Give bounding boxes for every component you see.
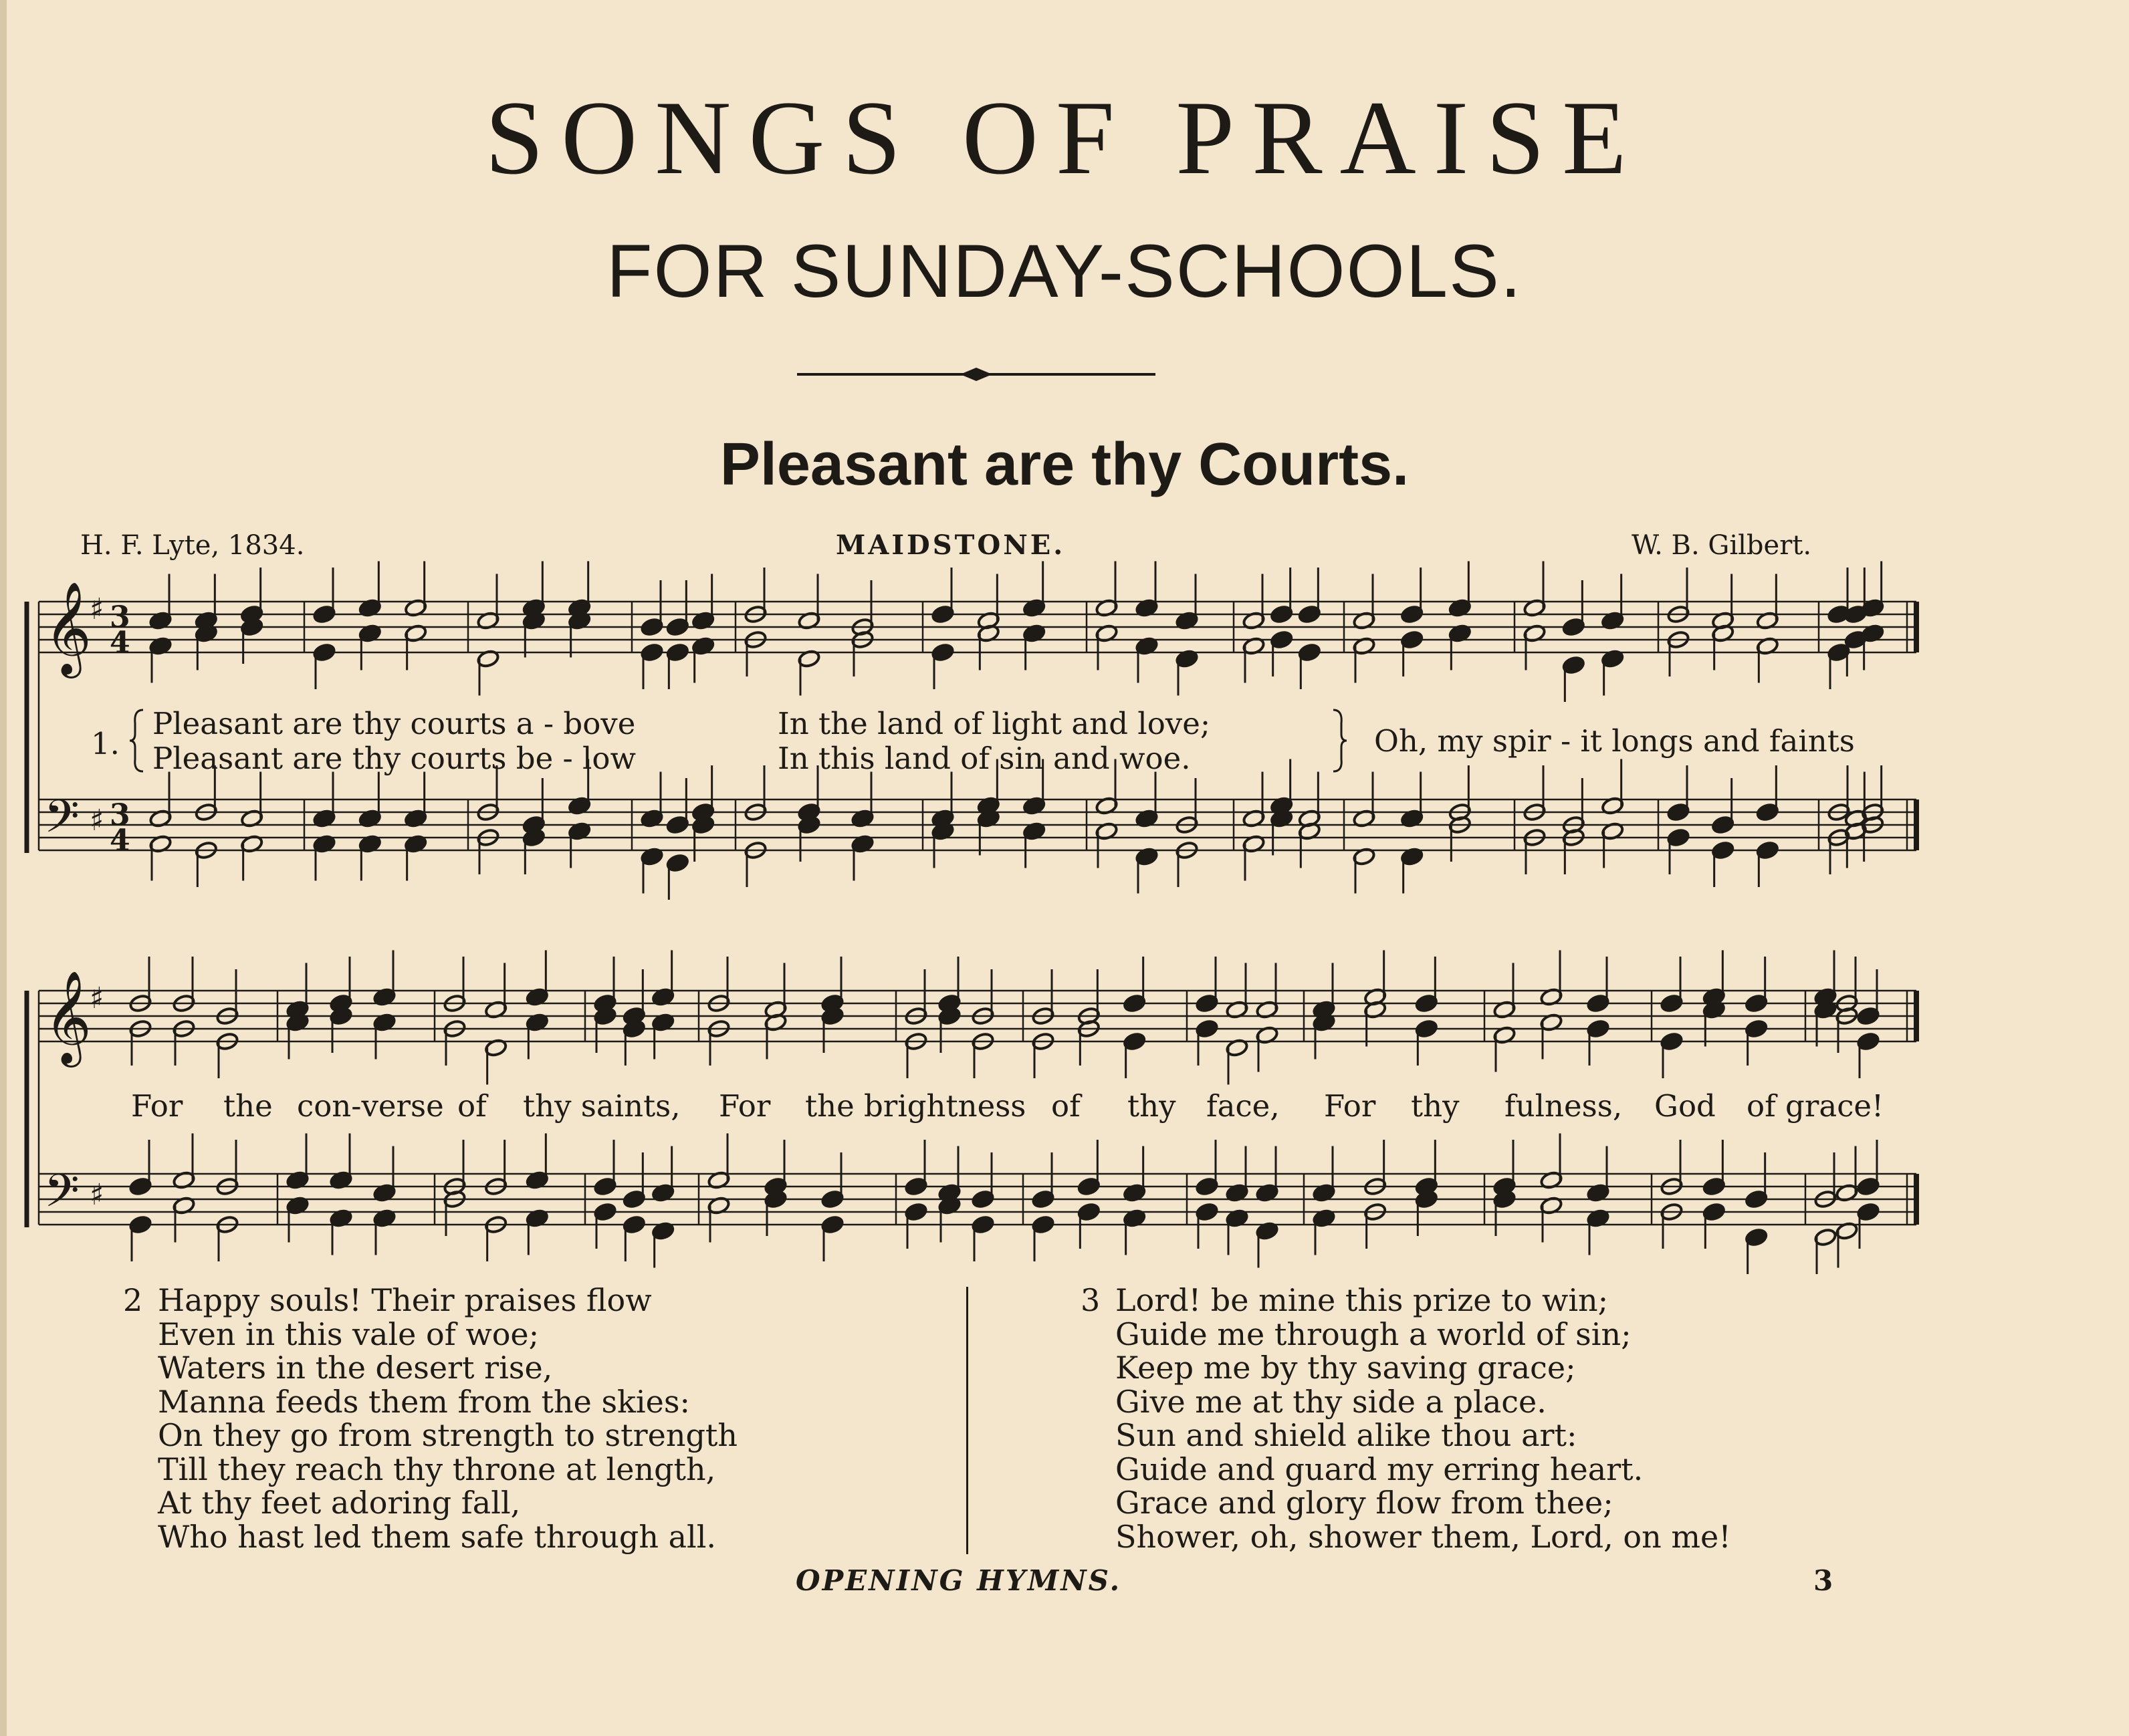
sharp-icon: ♯ (90, 981, 104, 1015)
bass-clef-icon: 𝄢 (44, 1165, 80, 1229)
hymn-composer: W. B. Gilbert. (1632, 530, 1812, 561)
time-signature: 4 (110, 626, 130, 660)
lyric-word: the brightness (805, 1088, 1026, 1124)
stanza-3 (1081, 1282, 1731, 1555)
stanza-line: Shower, oh, shower them, Lord, on me! (1115, 1518, 1731, 1555)
stanza-line: Keep me by thy saving grace; (1115, 1350, 1576, 1386)
lyric-line-2a: Pleasant are thy courts be - low (152, 741, 637, 776)
stanza-line: Give me at thy side a place. (1115, 1383, 1547, 1420)
lyric-word: con-verse (297, 1088, 444, 1124)
stanza-line: At thy feet adoring fall, (158, 1485, 521, 1521)
sharp-icon: ♯ (90, 803, 104, 838)
lyric-line-2b: In this land of sin and woe. (778, 741, 1191, 776)
lyric-word: thy (1411, 1088, 1460, 1124)
lyric-word: For (1324, 1088, 1376, 1124)
tune-name: MAIDSTONE. (836, 529, 1066, 561)
stanza-line: Till they reach thy throne at length, (158, 1451, 716, 1487)
stanza-line: Waters in the desert rise, (158, 1350, 553, 1386)
treble-clef-icon: 𝄞 (44, 971, 92, 1064)
stanza-number: 3 (1081, 1282, 1101, 1318)
lyric-word: of (1051, 1088, 1081, 1124)
hymn-author: H. F. Lyte, 1834. (80, 530, 305, 561)
time-signature: 3 (110, 600, 130, 634)
lyric-word: the (223, 1088, 273, 1124)
stanza-line: Grace and glory flow from thee; (1115, 1485, 1613, 1521)
lyric-word: of grace! (1747, 1088, 1884, 1124)
lyric-line-1a: Pleasant are thy courts a - bove (152, 706, 636, 741)
lyric-word: For (719, 1088, 771, 1124)
stanza-line: Lord! be mine this prize to win; (1115, 1282, 1609, 1318)
stanza-line: Manna feeds them from the skies: (158, 1383, 690, 1420)
book-subtitle: FOR SUNDAY-SCHOOLS. (606, 229, 1523, 313)
stanza-divider (966, 1287, 968, 1554)
stanza-line: Sun and shield alike thou art: (1115, 1417, 1577, 1453)
lyric-word: God (1654, 1088, 1716, 1124)
stanza-2 (123, 1282, 738, 1555)
lyric-word: thy (1127, 1088, 1176, 1124)
lyric-word: face, (1206, 1088, 1280, 1124)
lyric-refrain: Oh, my spir - it longs and faints (1374, 723, 1855, 759)
lyric-word: thy saints, (523, 1088, 681, 1124)
treble-clef-icon: 𝄞 (44, 582, 92, 674)
time-signature: 4 (110, 824, 130, 858)
sharp-icon: ♯ (90, 592, 104, 626)
lyric-word: For (131, 1088, 183, 1124)
stanza-line: Who hast led them safe through all. (158, 1518, 717, 1555)
lyric-brace-right (1329, 707, 1349, 774)
verse-number: 1. (91, 726, 120, 761)
lyric-word: fulness, (1504, 1088, 1623, 1124)
stanza-line: On they go from strength to strength (158, 1417, 738, 1453)
hymn-title: Pleasant are thy Courts. (719, 431, 1410, 498)
bass-clef-icon: 𝄢 (44, 791, 80, 854)
stanza-line: Guide and guard my erring heart. (1115, 1451, 1644, 1487)
lyric-line-1b: In the land of light and love; (778, 706, 1211, 741)
book-title: SONGS OF PRAISE (485, 80, 1644, 197)
sharp-icon: ♯ (90, 1178, 104, 1212)
lyric-brace-left (127, 707, 147, 774)
stanza-line: Even in this vale of woe; (158, 1316, 540, 1352)
lyric-word: of (457, 1088, 487, 1124)
time-signature: 3 (110, 798, 130, 832)
stanza-line: Happy souls! Their praises flow (158, 1282, 652, 1318)
stanza-number: 2 (123, 1282, 143, 1318)
page-number: 3 (1813, 1564, 1833, 1597)
stanza-line: Guide me through a world of sin; (1115, 1316, 1632, 1352)
footer-section: OPENING HYMNS. (796, 1564, 1122, 1597)
